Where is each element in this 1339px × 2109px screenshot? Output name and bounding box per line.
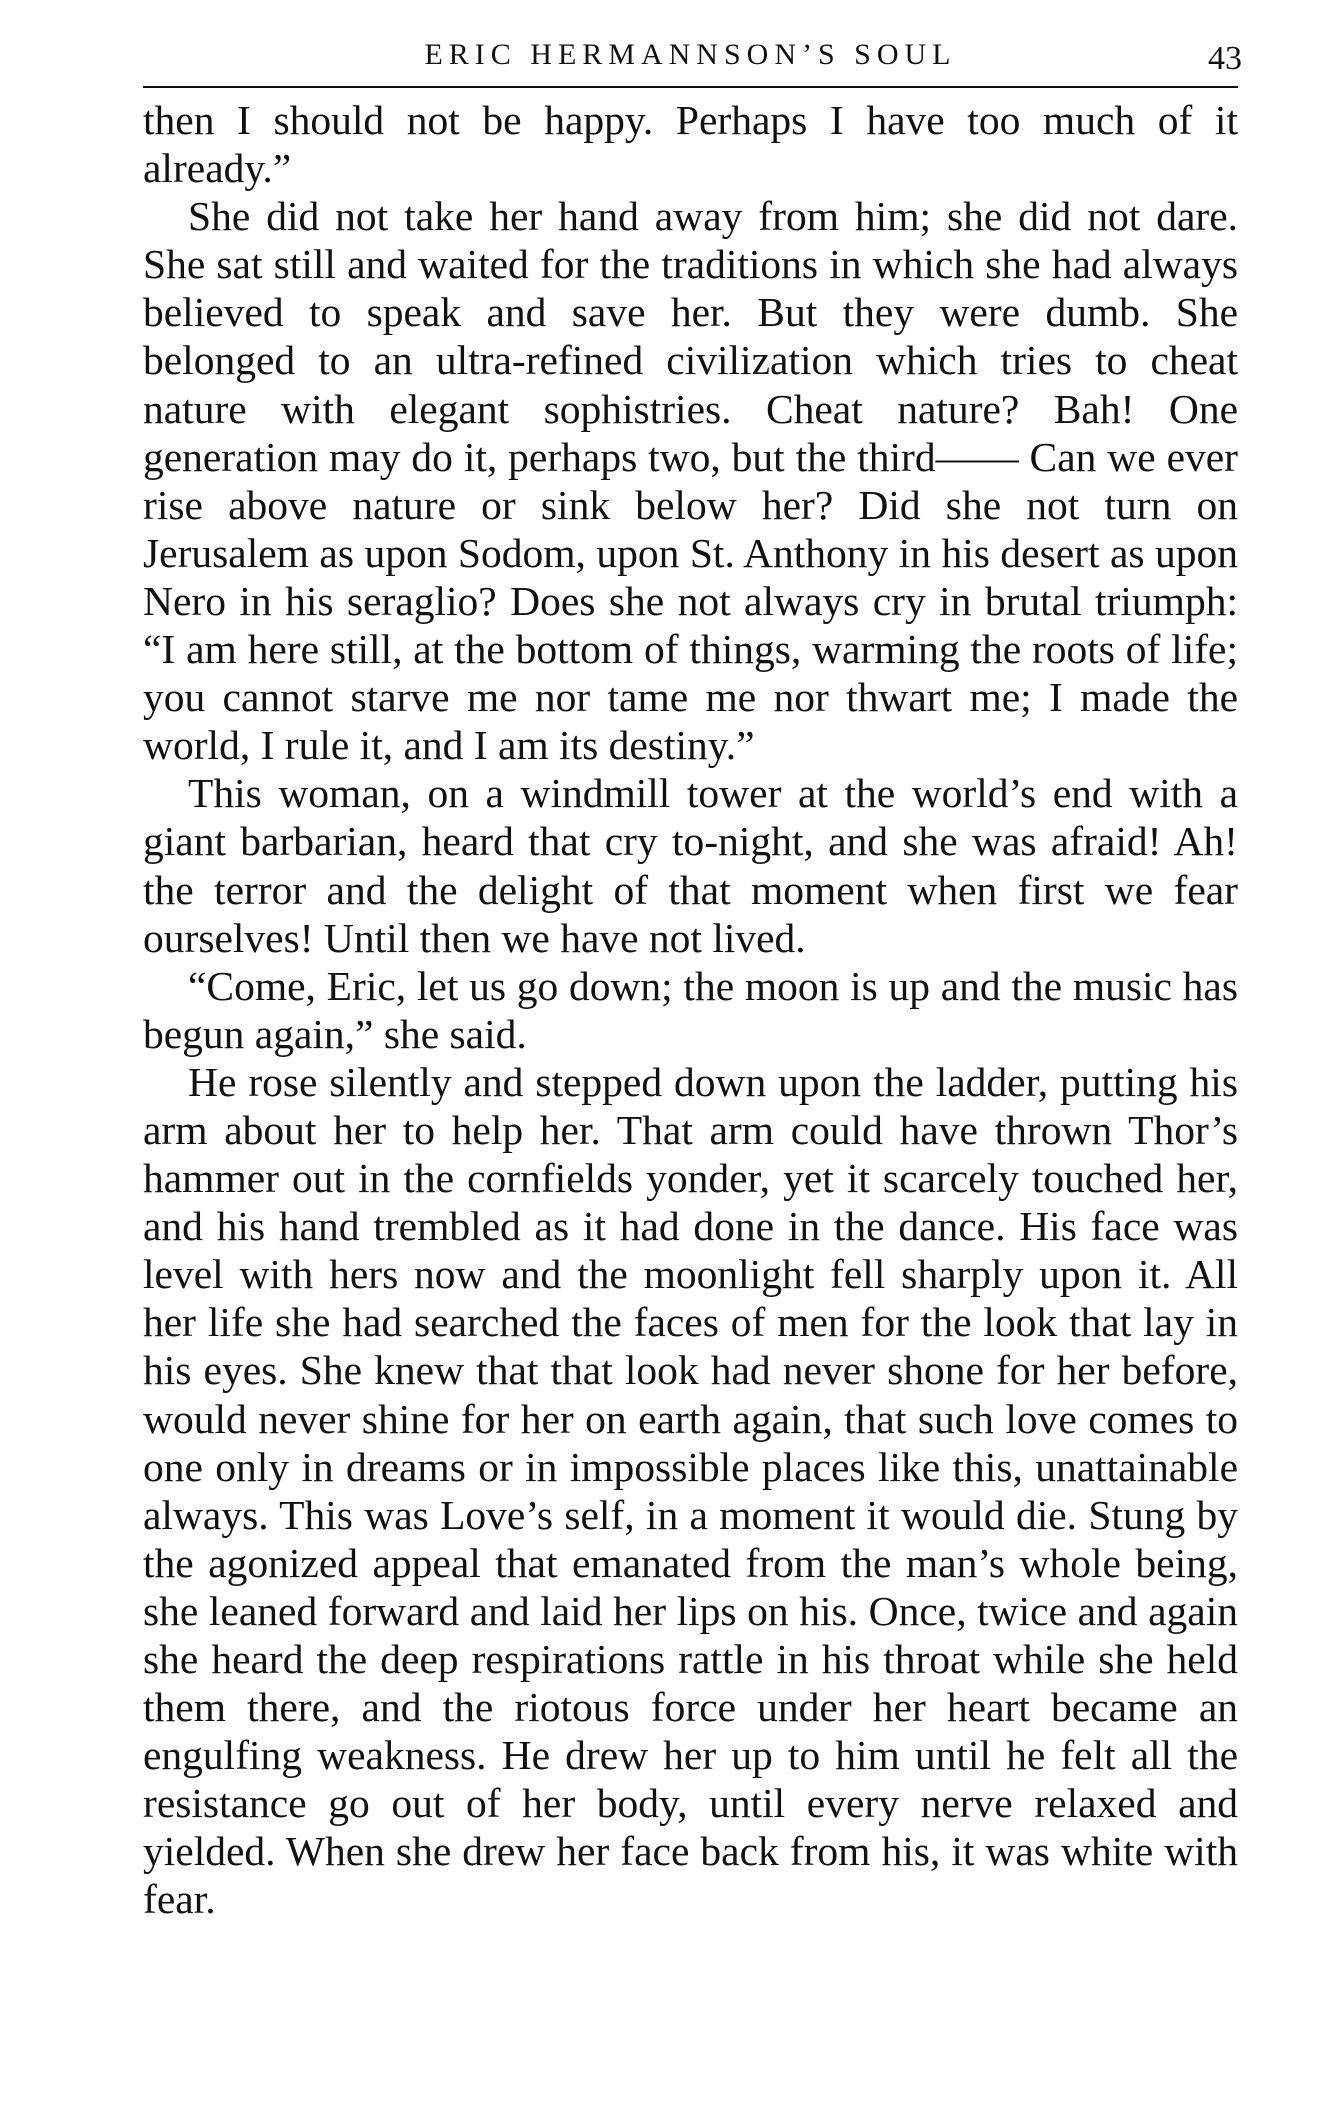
body-text xyxy=(143,96,1238,1924)
book-page xyxy=(143,30,1242,1924)
page-number: 43 xyxy=(1208,40,1242,77)
running-title: ERIC HERMANNSON’S SOUL xyxy=(424,38,957,71)
paragraph: She did not take her hand away from him; she did not dare. She sat still and waited for the traditions in which she had always believed to speak and save her. But they were dumb. She belonged to an ultra-refined civilization which tries to cheat nature with elegant sophistries. Cheat nature? Bah! One generation may do it, perhaps two, but the third—— Can we ever rise above nature or sink below her? Did she not turn on Jerusalem as upon Sodom, upon St. Anthony in his desert as upon Nero in his seraglio? Does she not always cry in brutal triumph: “I am here still, at the bottom of things, warming the roots of life; you cannot starve me nor tame me nor thwart me; I made the world, I rule it, and I am its destiny.” xyxy=(143,193,1238,769)
paragraph: He rose silently and stepped down upon the ladder, putting his arm about her to help her. That arm could have thrown Thor’s hammer out in the cornfields yonder, yet it scarcely touched her, and his hand trembled as it had done in the dance. His face was level with hers now and the moonlight fell sharply upon it. All her life she had searched the faces of men for the look that lay in his eyes. She knew that that look had never shone for her before, would never shine for her on earth again, that such love comes to one only in dreams or in impossible places like this, unattainable always. This was Love’s self, in a moment it would die. Stung by the agonized appeal that emanated from the man’s whole being, she leaned forward and laid her lips on his. Once, twice and again she heard the deep respirations rattle in his throat while she held them there, and the riotous force under her heart became an engulfing weakness. He drew her up to him until he felt all the resistance go out of her body, until every nerve relaxed and yielded. When she drew her face back from his, it was white with fear. xyxy=(143,1058,1238,1923)
running-head xyxy=(143,30,1242,88)
paragraph: then I should not be happy. Perhaps I have too much of it already.” xyxy=(143,97,1238,192)
paragraph: This woman, on a windmill tower at the world’s end with a giant barbarian, heard that cry to-night, and she was afraid! Ah! the terror and the delight of that moment when first we fear ourselves! Until then we have not lived. xyxy=(143,770,1238,961)
paragraph: “Come, Eric, let us go down; the moon is up and the music has begun again,” she said. xyxy=(143,962,1238,1057)
